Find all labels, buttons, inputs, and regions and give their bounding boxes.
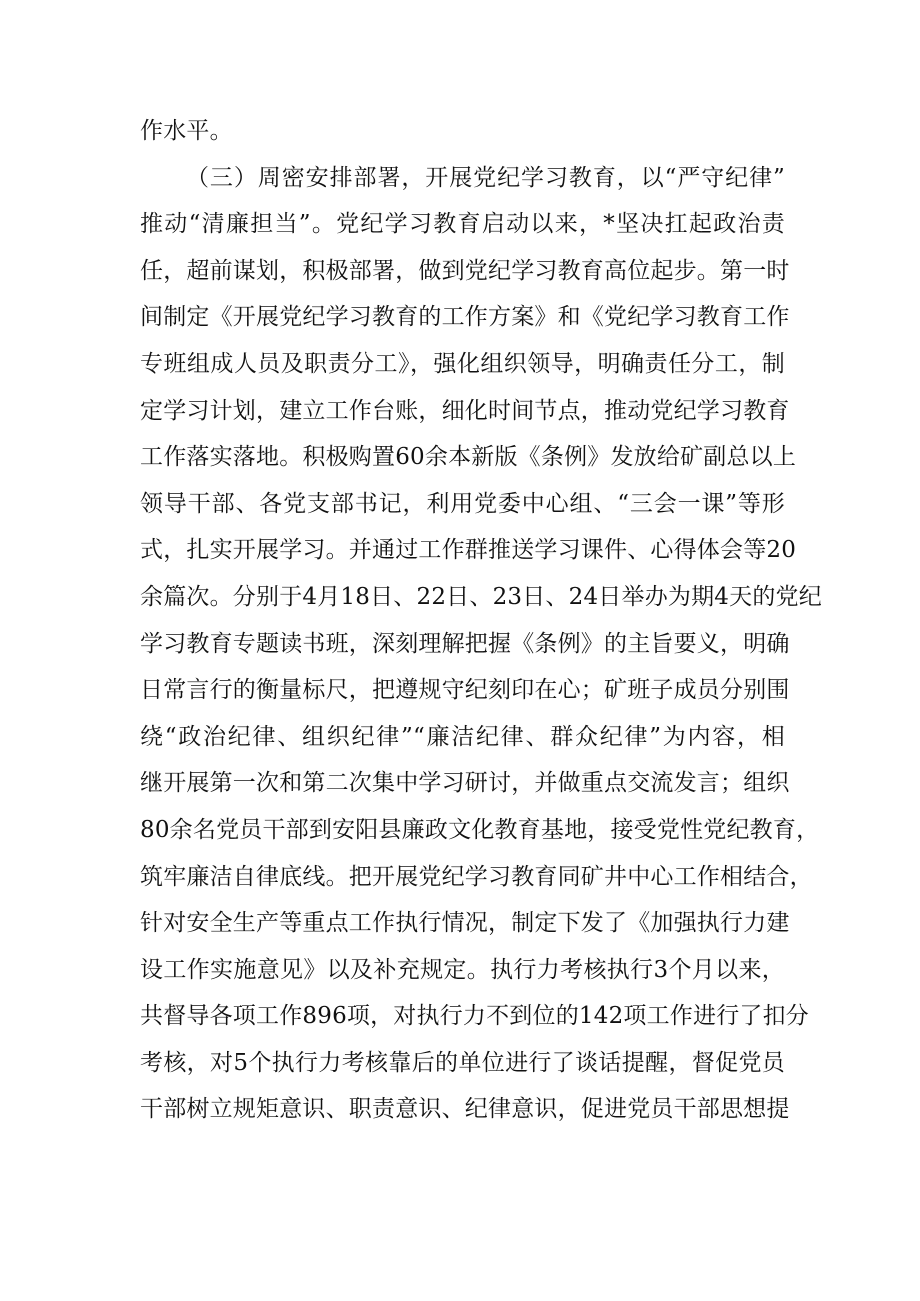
- text-line: 任，超前谋划，积极部署，做到党纪学习教育高位起步。第一时: [140, 257, 790, 284]
- text-line: 继开展第一次和第二次集中学习研讨，并做重点交流发言；组织: [140, 770, 790, 797]
- text-line: 学习教育专题读书班，深刻理解把握《条例》的主旨要义，明确: [140, 630, 790, 657]
- text-line: 推动“清廉担当”。党纪学习教育启动以来，*坚决扛起政治责: [140, 211, 785, 238]
- text-line: 干部树立规矩意识、职责意识、纪律意识，促进党员干部思想提: [140, 1096, 790, 1123]
- text-line: 80余名党员干部到安阳县廉政文化教育基地，接受党性党纪教育，: [140, 816, 820, 843]
- body-text: [140, 108, 822, 1133]
- text-line: （三）周密安排部署，开展党纪学习教育，以“严守纪律”: [186, 164, 785, 191]
- text-line: 筑牢廉洁自律底线。把开展党纪学习教育同矿井中心工作相结合，: [140, 863, 813, 890]
- text-line: 针对安全生产等重点工作执行情况，制定下发了《加强执行力建: [140, 910, 790, 937]
- text-line: 绕“政治纪律、组织纪律”“廉洁纪律、群众纪律”为内容，相: [140, 723, 785, 750]
- text-line: 余篇次。分别于4月18日、22日、23日、24日举办为期4天的党纪: [140, 583, 822, 610]
- text-line: 领导干部、各党支部书记，利用党委中心组、“三会一课”等形: [140, 490, 785, 517]
- text-line: 间制定《开展党纪学习教育的工作方案》和《党纪学习教育工作: [140, 304, 790, 331]
- text-line: 共督导各项工作896项，对执行力不到位的142项工作进行了扣分: [140, 1003, 809, 1030]
- text-line: 定学习计划，建立工作台账，细化时间节点，推动党纪学习教育: [140, 397, 790, 424]
- text-line: 日常言行的衡量标尺，把遵规守纪刻印在心；矿班子成员分别围: [140, 677, 790, 704]
- text-line: 设工作实施意见》以及补充规定。执行力考核执行3个月以来，: [140, 956, 785, 983]
- text-line: 式，扎实开展学习。并通过工作群推送学习课件、心得体会等20: [140, 537, 797, 564]
- text-line: 考核，对5个执行力考核靠后的单位进行了谈话提醒，督促党员: [140, 1049, 785, 1076]
- text-line: 专班组成人员及职责分工》，强化组织领导，明确责任分工，制: [140, 350, 785, 377]
- text-line: 工作落实落地。积极购置60余本新版《条例》发放给矿副总以上: [140, 444, 797, 471]
- text-line: 作水平。: [140, 118, 233, 144]
